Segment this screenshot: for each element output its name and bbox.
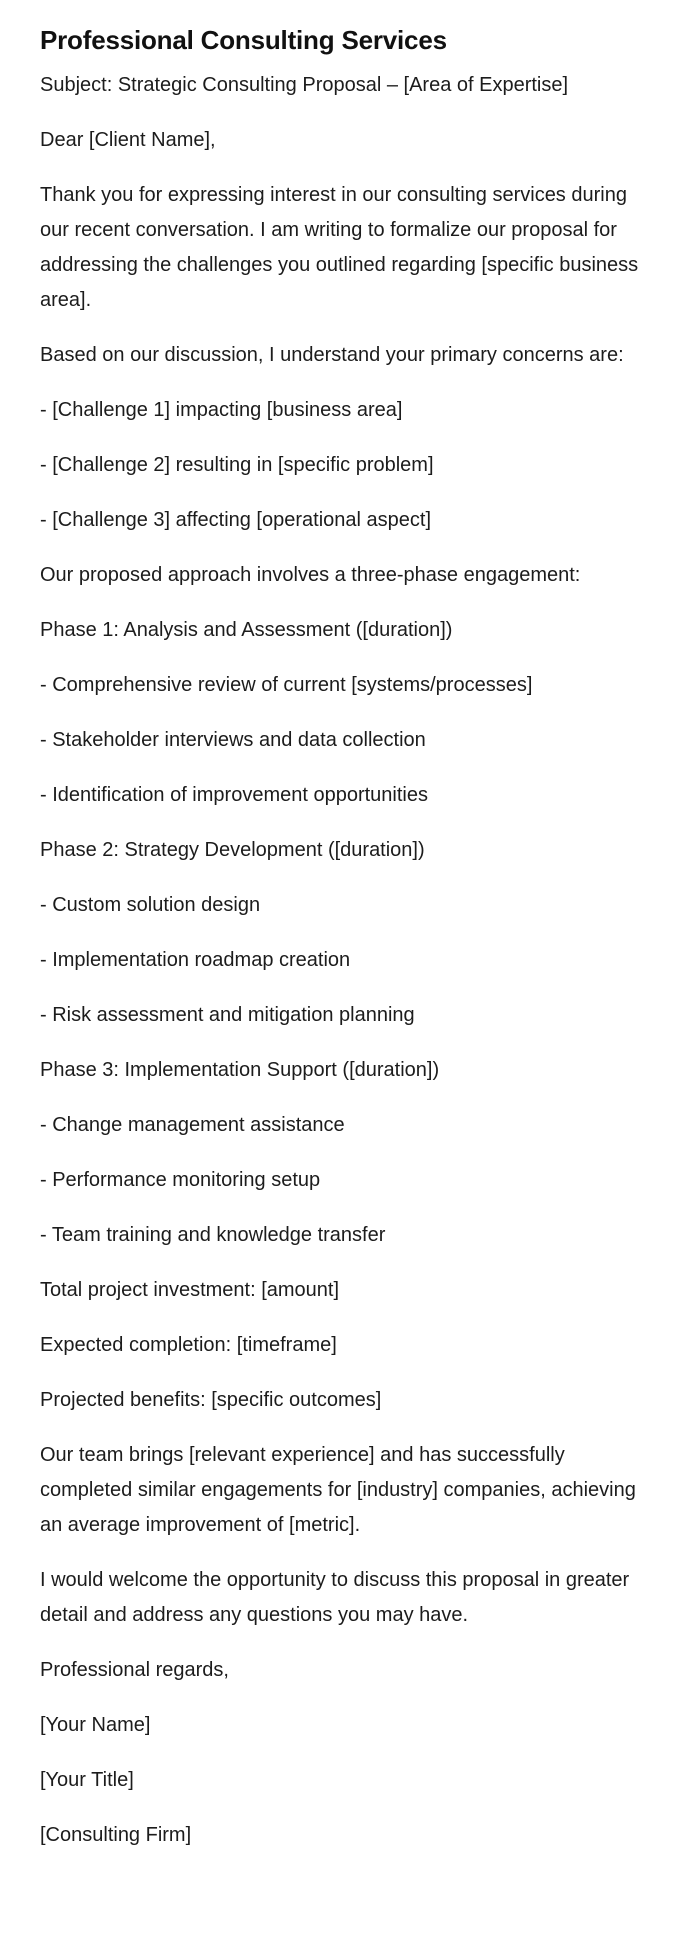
- intro-paragraph: Thank you for expressing interest in our consulting services during our recent conversation. I am writing to formalize our proposal for addressing the challenges you outlined regarding [specific business area].: [40, 184, 639, 311]
- document-title: Professional Consulting Services: [40, 25, 447, 55]
- signature-name: [Your Name]: [40, 1714, 151, 1736]
- phase-item: - Team training and knowledge transfer: [40, 1224, 386, 1246]
- phase-item: - Identification of improvement opportunities: [40, 784, 428, 806]
- phase-heading: Phase 1: Analysis and Assessment ([duration]): [40, 619, 453, 641]
- subject-line: Subject: Strategic Consulting Proposal – [Area of Expertise]: [40, 74, 569, 96]
- challenge-item: - [Challenge 3] affecting [operational aspect]: [40, 509, 431, 531]
- benefits-line: Projected benefits: [specific outcomes]: [40, 1389, 382, 1411]
- phase-item: - Risk assessment and mitigation planning: [40, 1004, 415, 1026]
- approach-intro: Our proposed approach involves a three-phase engagement:: [40, 564, 581, 586]
- phase-item: - Implementation roadmap creation: [40, 949, 351, 971]
- phase-heading: Phase 2: Strategy Development ([duration]): [40, 839, 425, 861]
- investment-line: Total project investment: [amount]: [40, 1279, 340, 1301]
- phase-item: - Custom solution design: [40, 894, 261, 916]
- phase-item: - Stakeholder interviews and data collection: [40, 729, 426, 751]
- phase-heading: Phase 3: Implementation Support ([duration]): [40, 1059, 440, 1081]
- salutation: Dear [Client Name],: [40, 129, 216, 151]
- phase-item: - Comprehensive review of current [systems/processes]: [40, 674, 533, 696]
- experience-paragraph: Our team brings [relevant experience] and has successfully completed similar engagements for [industry] companies, achieving an average improvement of [metric].: [40, 1444, 636, 1536]
- phase-item: - Performance monitoring setup: [40, 1169, 321, 1191]
- completion-line: Expected completion: [timeframe]: [40, 1334, 337, 1356]
- signature-title: [Your Title]: [40, 1769, 134, 1791]
- sign-off: Professional regards,: [40, 1659, 229, 1681]
- signature-firm: [Consulting Firm]: [40, 1824, 192, 1846]
- challenge-item: - [Challenge 2] resulting in [specific problem]: [40, 454, 434, 476]
- concerns-intro: Based on our discussion, I understand your primary concerns are:: [40, 344, 624, 366]
- challenge-item: - [Challenge 1] impacting [business area]: [40, 399, 403, 421]
- closing-paragraph: I would welcome the opportunity to discuss this proposal in greater detail and address any questions you may have.: [40, 1569, 630, 1626]
- phase-item: - Change management assistance: [40, 1114, 345, 1136]
